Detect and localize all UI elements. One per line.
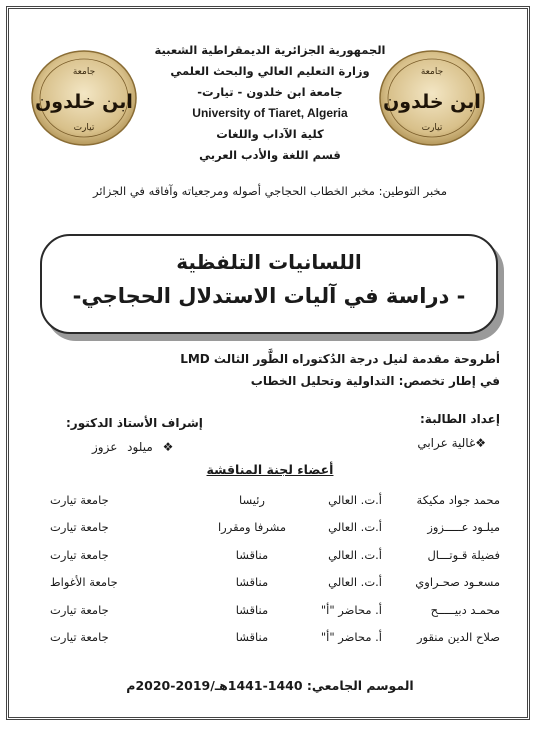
- member-name: مسعـود صحـراوي: [415, 575, 500, 590]
- member-university: جامعة تيارت: [50, 547, 109, 562]
- department-name: قسم اللغة والأدب العربي: [199, 148, 341, 162]
- member-name: صلاح الدين منقور: [417, 630, 500, 645]
- thesis-description: [30, 348, 500, 392]
- svg-text:جامعة: جامعة: [420, 67, 444, 77]
- member-rank: أ.ت. العالي: [328, 547, 382, 562]
- table-row: [40, 596, 500, 624]
- research-lab: مخبر التوطين: مخبر الخطاب الحجاجي أصوله ومرجعياته وآفاقه في الجزائر: [92, 184, 448, 198]
- table-row: [40, 624, 500, 652]
- institution-header: [120, 40, 420, 166]
- member-rank: أ. محاضر "أ": [320, 602, 382, 617]
- university-name-en: University of Tiaret, Algeria: [192, 106, 348, 120]
- student-name: [417, 436, 486, 450]
- faculty-name: كلية الآداب واللغات: [216, 127, 324, 141]
- republic-name: الجمهورية الجزائرية الديمقراطية الشعبية: [154, 43, 386, 57]
- prepared-by-label: إعداد الطالبة:: [420, 412, 500, 426]
- thesis-subtitle: - دراسة في آليات الاستدلال الحجاجي-: [72, 284, 466, 308]
- member-rank: أ.ت. العالي: [328, 520, 382, 535]
- svg-text:ابن خلدون: ابن خلدون: [35, 91, 133, 113]
- table-row: [40, 569, 500, 597]
- table-row: [40, 514, 500, 542]
- member-role: رئيسا: [239, 492, 265, 507]
- academic-season: الموسم الجامعي: 1440-1441هـ/2019-2020م: [126, 678, 414, 693]
- member-university: جامعة تيارت: [50, 630, 109, 645]
- thesis-title: اللسانيات التلفظية: [176, 250, 362, 274]
- supervisor-name-text: ميلود عزوز: [92, 440, 153, 454]
- svg-text:تيارت: تيارت: [421, 123, 443, 133]
- student-name-text: غالية عرابي: [417, 436, 476, 450]
- member-name: ميلـود عـــــزوز: [427, 520, 500, 535]
- diamond-bullet-icon: ❖: [162, 440, 174, 454]
- member-university: جامعة تيارت: [50, 520, 109, 535]
- svg-text:جامعة: جامعة: [72, 67, 96, 77]
- supervisor-label: إشراف الأستاذ الدكتور:: [66, 416, 203, 430]
- svg-text:تيارت: تيارت: [73, 123, 95, 133]
- member-role: مناقشا: [235, 602, 269, 617]
- member-name: محمد جواد مكيكة: [416, 492, 500, 507]
- table-row: [40, 486, 500, 514]
- member-name: محمـد دبيـــــح: [430, 602, 500, 617]
- member-role: مناقشا: [235, 547, 269, 562]
- title-box: [40, 234, 498, 334]
- member-role: مناقشا: [235, 575, 269, 590]
- member-university: جامعة الأغواط: [50, 575, 118, 590]
- member-university: جامعة تيارت: [50, 602, 109, 617]
- ministry-name: وزارة التعليم العالي والبحث العلمي: [170, 64, 370, 78]
- member-rank: أ. محاضر "أ": [320, 630, 382, 645]
- specialty-line: في إطار تخصص: التداولية وتحليل الخطاب: [250, 374, 500, 388]
- member-rank: أ.ت. العالي: [328, 492, 382, 507]
- table-row: [40, 541, 500, 569]
- degree-line: أطروحة مقدمة لنيل درجة الدُكتوراه الطَّور الثالث LMD: [180, 352, 500, 366]
- member-rank: أ.ت. العالي: [328, 575, 382, 590]
- svg-text:ابن خلدون: ابن خلدون: [383, 91, 481, 113]
- member-university: جامعة تيارت: [50, 492, 109, 507]
- university-name-ar: جامعة ابن خلدون - تيارت-: [197, 85, 343, 99]
- committee-title: أعضاء لجنة المناقشة: [206, 462, 334, 477]
- diamond-bullet-icon: ❖: [475, 436, 486, 450]
- member-role: مناقشا: [235, 630, 269, 645]
- member-name: فضيلة قـوتـــال: [427, 547, 500, 562]
- supervisor-name: [92, 440, 173, 454]
- committee-table: [40, 486, 500, 651]
- member-role: مشرفا ومقررا: [217, 520, 287, 535]
